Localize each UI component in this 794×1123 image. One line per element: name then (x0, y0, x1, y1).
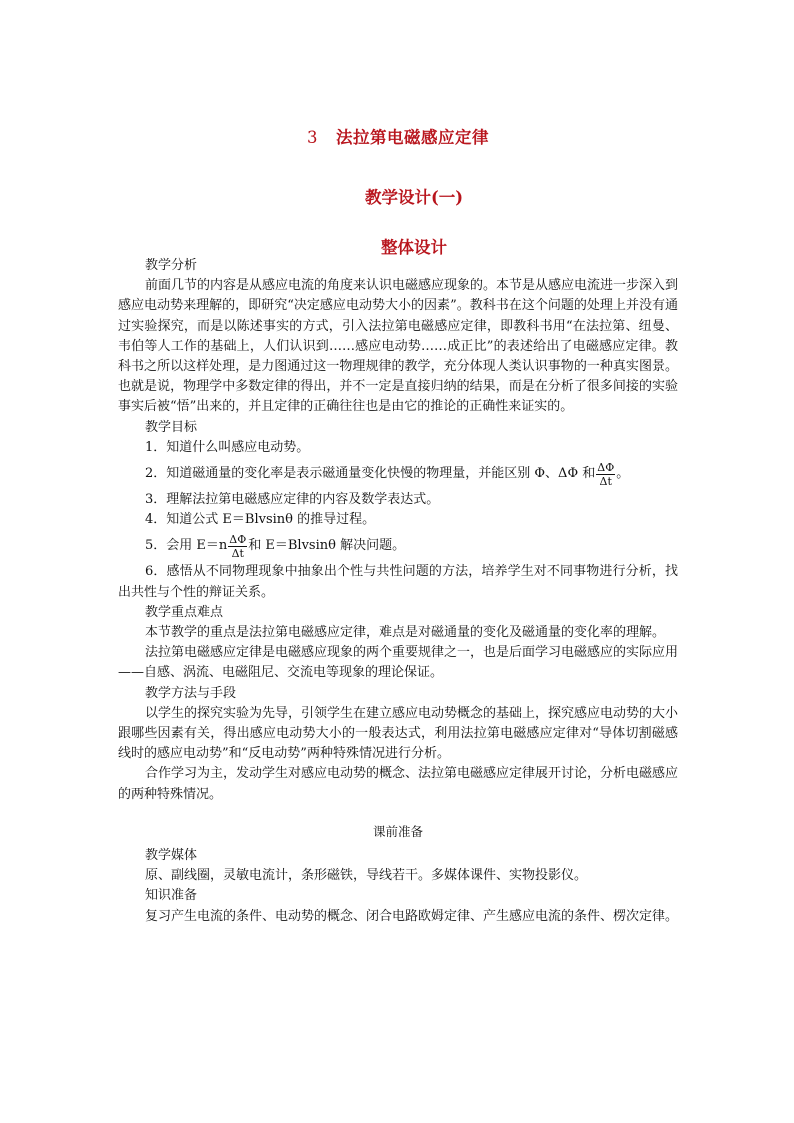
objective-item-2-text: 2．知道磁通量的变化率是表示磁通量变化快慢的物理量，并能区别 Φ、ΔΦ 和 (145, 465, 596, 481)
design-title: 教学设计(一) (364, 188, 464, 207)
objective-item-2 (118, 458, 678, 490)
methods-paragraph-1: 以学生的探究实验为先导，引领学生在建立感应电动势概念的基础上，探究感应电动势的大小跟哪些因素有关，得出感应电动势大小的一般表达式，利用法拉第电磁感应定律对“导体切割磁感线时的感应电动势”和“反电动势”两种特殊情况进行分析。 (118, 705, 679, 762)
fraction-denominator: Δt (599, 474, 612, 488)
fraction-numerator: ΔΦ (597, 460, 615, 474)
objective-item-5-suffix: 和 E＝Blvsinθ 解决问题。 (248, 538, 406, 554)
preparation-title: 课前准备 (372, 823, 423, 839)
emf-formula-fraction (228, 533, 247, 560)
chapter-title-text: 法拉第电磁感应定律 (336, 128, 489, 147)
media-text: 原、副线圈，灵敏电流计，条形磁铁，导线若干。多媒体课件、实物投影仪。 (145, 868, 588, 884)
objective-item-5-text: 5．会用 E＝n (145, 538, 228, 554)
flux-rate-fraction (596, 461, 615, 488)
section-title: 整体设计 (381, 238, 447, 257)
objectives-heading: 教学目标 (145, 419, 198, 435)
difficulty-paragraph-1: 本节教学的重点是法拉第电磁感应定律，难点是对磁通量的变化及磁通量的变化率的理解。 (145, 625, 666, 641)
document-body (118, 256, 678, 927)
analysis-paragraph: 前面几节的内容是从感应电流的角度来认识电磁感应现象的。本节是从感应电流进一步深入到感应电动势来理解的，即研究“决定感应电动势大小的因素”。教科书在这个问题的处理上并没有通过实验探究，而是以陈述事实的方式，引入法拉第电磁感应定律，即教科书用“在法拉第、纽曼、韦伯等人工作的基础上，人们认识到……感应电动势……成正比”的表述给出了电磁感应定律。教科书之所以这样处理，是力图通过这一物理规律的教学，充分体现人类认识事物的一种真实图景。也就是说，物理学中多数定律的得出，并不一定是直接归纳的结果，而是在分析了很多间接的实验事实后被“悟”出来的，并且定律的正确往往也是由它的推论的正确性来证实的。 (118, 278, 679, 415)
objective-item-1: 1．知道什么叫感应电动势。 (145, 439, 310, 455)
objective-item-5 (118, 530, 678, 562)
objective-item-4: 4．知道公式 E＝Blvsinθ 的推导过程。 (145, 512, 376, 528)
knowledge-heading: 知识准备 (145, 888, 198, 904)
fraction-denominator: Δt (231, 546, 244, 560)
objective-item-3: 3．理解法拉第电磁感应定律的内容及数学表达式。 (145, 492, 440, 508)
methods-paragraph-2: 合作学习为主，发动学生对感应电动势的概念、法拉第电磁感应定律展开讨论，分析电磁感应的两种特殊情况。 (118, 766, 679, 802)
knowledge-text: 复习产生电流的条件、电动势的概念、闭合电路欧姆定律、产生感应电流的条件、楞次定律。 (145, 908, 679, 924)
fraction-numerator: ΔΦ (229, 532, 247, 546)
methods-heading: 教学方法与手段 (145, 685, 237, 701)
difficulty-paragraph-2: 法拉第电磁感应定律是电磁感应现象的两个重要规律之一，也是后面学习电磁感应的实际应用——自感、涡流、电磁阻尼、交流电等现象的理论保证。 (118, 645, 679, 681)
analysis-heading: 教学分析 (145, 258, 198, 273)
objective-item-2-suffix: 。 (616, 465, 630, 481)
chapter-number: 3 (307, 128, 318, 147)
objective-item-6: 6．感悟从不同物理现象中抽象出个性与共性问题的方法，培养学生对不同事物进行分析，找出共性与个性的辩证关系。 (118, 564, 678, 600)
chapter-title (118, 124, 678, 148)
difficulty-heading: 教学重点难点 (145, 604, 224, 620)
media-heading: 教学媒体 (145, 848, 198, 864)
